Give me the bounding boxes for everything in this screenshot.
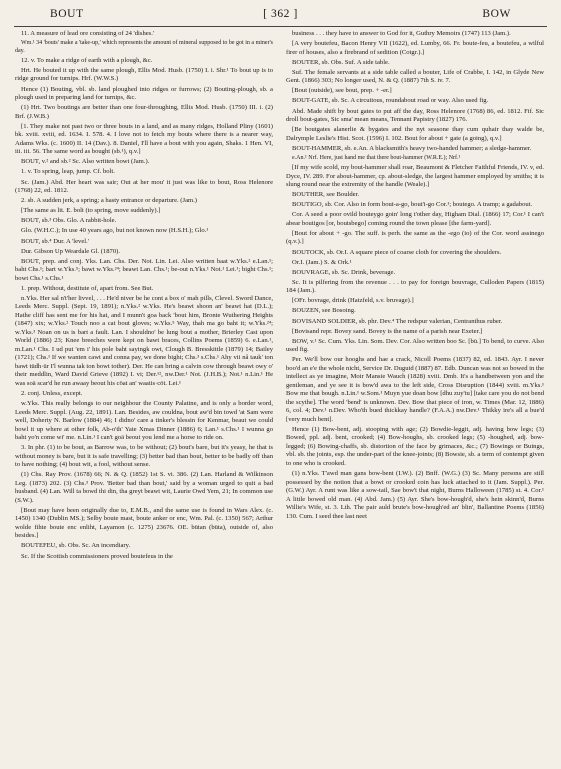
paragraph: [Bout (outside), see bout, prep. + -er.] [292, 87, 392, 95]
paragraph: Suf. The female servants at a side table called a bouter, Life of Crabbe, I. 142, in Glyde New Gent. (1866) 303; No longer used, N. & Q. (1887) 7th S. iv. 7. [286, 68, 544, 85]
paragraph: [Bout may have been originally due to, E.M.B., and the same use is found in Wars Alex. (c. 1450) 1340 (Dublin MS.); Selby boute mast, boute anker or enc, Wm. Pal. (c. 1350) 567; Arthur wolde fihte boute enc enliht, Layamon (c. 1275) 23676. OE. bütan (büta), outside of, also besides.] [15, 506, 273, 540]
paragraph: Cor. A seed a poor ovild bouteygo goin' long t'other day, Higham Dial. (1866) 17; Cor.¹ I can't abear boutigos [or, boutsbego] coming round the town please [the farm-yard]. [286, 211, 544, 227]
paragraph: (1) n.Yks. T'awd man gans bow-bent (I.W.). (2) Bnff. (W.G.) (3) Sc. Many persons are still possessed by the notion that a bowt or crooked coin has luck attached to it (Jam. Suppl.). Per. (G.W.) Ayr. A runt was like a sow-tail, Sae bow't that night, Burns Halloween (1785) st. 4. Cor.¹ A little bowed old man. (4) Abd. Jam.) (5) Ayr. She's bow-hough'd, she's hein skinn'd, Burns Willie's Wife, st. 3. Lth. The pair auld brute's bow-hough'ed an' blin', Ballantine Poems (1856) 130. Cum. I seed thee last neet [286, 470, 544, 520]
paragraph: BOUT-HAMMER, sb. e.An. A blacksmith's heavy two-handed hammer; a sledge-hammer. [292, 144, 532, 152]
paragraph: Glo. (W.H.C.); In use 40 years ago, but not known now (H.S.H.); Glo.¹ [21, 227, 209, 235]
paragraph: Or.I. (Jam.) S. & Ork.¹ [292, 258, 352, 266]
paragraph: [OFr. bovrage, drink (Hatzfeld, s.v. bruvage).] [292, 297, 414, 305]
paragraph: BOUTIGO, sb. Cor. Also in form bout-a-go, bout'i-go Cor.¹; boutego. A tramp; a gadabout. [292, 201, 533, 209]
paragraph: [Bovisand repr. Bovey sand. Bovey is the name of a parish near Exeter.] [292, 327, 483, 335]
paragraph: 12. v. To make a ridge of earth with a plough, &c. [21, 56, 153, 64]
paragraph: 3. In phr. (1) to be bout, as Barrow was, to be without; (2) bout's bare, but it's yeasy, he that is without money is bare, but it is safe travelling; (3) better bad than bout, better to be badly off than to have nothing; (4) bout wit, a fool, without sense. [15, 444, 273, 469]
paragraph: 11. A measure of lead ore consisting of 24 'dishes.' [21, 30, 155, 37]
paragraph: BOUTHER, see Boulder. [292, 191, 360, 199]
paragraph: BOUTER, sb. Obs. Suf. A side table. [292, 58, 390, 66]
paragraph: Wm.¹ 34 'bouts' make a 'take-up,' which represents the amount of mineral supposed to be got in a miner's day. [15, 40, 273, 54]
paragraph: (1) Hrt. Two boutings are better than one four-throughing, Ellis Mod. Husb. (1750) III. i. (2) Brf. (J.W.B.) [15, 104, 273, 120]
right-column [286, 30, 544, 765]
paragraph: 1. v. To spring, leap, jump. Cf. bolt. [21, 168, 115, 176]
paragraph: [If my wife scold, my bout-hammer shall roar, Beaumont & Fletcher Faithful Friends, IV. v, ed. Dyce, IV. 289. For about-hammer, cp. about-sledge, the largest hammer employed by smiths; it is slung round near the extremity of the handle (Weale).] [286, 164, 544, 189]
paragraph: (1) Chs. Ray Prov. (1678) 66; N. & Q. (1852) 1st S. vi. 386. (2) Lan. Harland & Wilkinson Leg. (1873) 202. (3) Chs.³ Prov. 'Better bad than bout,' said by a woman urged to quit a bad husband. (4) Lan. Will ta bowd thi din, tha greyt beawt wit, Laurie Owd Yem, 21; In common use (S.W.). [15, 471, 273, 504]
paragraph: BOUT-GATE, sb. Sc. A circuitous, roundabout road or way. Also used fig. [292, 97, 489, 105]
paragraph: business . . . they have to answer to God for it, Guthry Memoirs (1747) 113 (Jam.). [292, 30, 511, 37]
running-header [14, 8, 547, 24]
paragraph: Hence (1) Bow-bent, adj. stooping with age; (2) Bowdie-leggit, adj. having bow legs; (3) Bowed, ppl. adj. bent, crooked; (4) Bow-houghs, sb. crooked legs; (5) -houghed, adj. bow-legged; (6) Bowing-chaffs, sb. distortion of the face by grimaces, &c.; (7) Bowings or Buings, vbl. sb. the joints, esp. the under-part of the knee-joints; (8) Bowsie, sb. a term of contempt given to one who is crooked. [286, 425, 544, 467]
paragraph: BOUVRAGE, sb. Sc. Drink, beverage. [292, 268, 396, 276]
header-right-word: BOW [482, 8, 511, 20]
page-number: [ 362 ] [263, 8, 298, 20]
header-rule [14, 26, 547, 27]
header-left-word: BOUT [50, 8, 84, 20]
paragraph: BOUT, sb.⁴ Dur. A 'level.' [21, 237, 89, 245]
paragraph: [A very boutefeu, Bacon Henry VII (1622), ed. Lumby, 66. Fr. boute-feu, a boutefeu, a wilful firer of houses, also a firebrand of sedition (Cotgr.).] [286, 40, 544, 56]
paragraph: Sc. (Jam.) Abd. Her heart was sair; Out at her mou' it just was like to bout, Ross Helenore (1768) 22, ed. 1812. [15, 178, 273, 195]
paragraph: Hence (1) Bouting, vbl. sb. land ploughed into ridges or furrows; (2) Bouting-plough, sb. a plough used in preparing land for turnips, &c. [15, 85, 273, 102]
paragraph: Sc. It is pilfering from the revenue . . . to pay for foreign bouvrage, Culloden Papers (1815) 184 (Jam.). [286, 278, 544, 295]
paragraph: Hrt. He bouted it up with the same plough, Ellis Mod. Husb. (1750) I. i. Shr.¹ To bout up is to ridge ground for turnips. Hrf. (W.W.S.) [15, 66, 273, 83]
paragraph: BOUT, prep. and conj. Yks. Lan. Chs. Der. Not. Lin. Lei. Also written baat w.Yks.² e.Lan.¹; baht Chs.¹; bart w.Yks.⁵; bawt w.Yks.²⁴; beawt Lan. Chs.¹; be-out n.Yks.¹ Not.¹ Lei.¹; bight Chs.¹; bowt Chs.¹ s.Chs.¹ [15, 257, 273, 282]
paragraph: BOUT, v.² and sb.² Sc. Also written bowt (Jam.). [21, 158, 150, 166]
left-column [15, 30, 273, 765]
paragraph: 2. sb. A sudden jerk, a spring; a hasty entrance or departure. (Jam.) [21, 197, 197, 205]
paragraph: [The same as lit. E. bolt (to spring, move suddenly).] [21, 207, 161, 215]
paragraph: e.An.¹ Nrf. Here, just hand me that there bout-hammer (W.R.E.); Nrf.¹ [292, 154, 461, 161]
paragraph: BOUZEN, see Bosoing. [292, 307, 356, 315]
paragraph: [Be boutgates alanerlie & bygates and the nyt seasone thay cum quhair thay walde be, Dalrymple Leslie's Hist. Scot. (1596) I. 102. Bout for about + gate (a going), q.v.] [286, 126, 544, 142]
paragraph: Per. We'll bow our hooghs and hae a crack, Nicoll Poems (1837) 82, ed. 1843. Ayr. I never boo'd an e'e the whole nicht, Service Dr. Duguid (1887) 87. Edb. Duncan was not so bowed in the intellect as ye imagine, Moir Mansie Wauch (1828) xviii. Dmb. It's a handbetween yon and the gentleman, and ye see it is bow'd awa to the left side, Cross Disruption (1844) xviii. m.Yks.¹ Bow me that bough. n.Lin.¹ w.Som.¹ Muyn yue doan bow [dhu zuy'tu] [take care you do not bend the scythe]. The word 'bend' is unknown. Dev. Bow that piece of iron, w. Times (Mar. 12, 1886) 6, col. 4; Dev.¹ n.Dev. Who'th bued thickkay handle? (F.A.A.) nw.Dev.¹ Thikky ire's all a bue'd [very much bent]. [286, 356, 544, 423]
paragraph: Dur. Gibson Up Weardale Gl. (1870). [21, 247, 120, 255]
paragraph: Sc. If the Scottish commissioners proved boutefeus in the [21, 552, 173, 560]
paragraph: BOUT, sb.³ Obs. Glo. A rabbit-hole. [21, 217, 117, 225]
paragraph: 1. prep. Without, destitute of, apart from. See But. [21, 284, 154, 292]
paragraph: BOUTOCK, sb. Or.I. A square piece of coarse cloth for covering the shoulders. [292, 248, 502, 256]
paragraph: n.Yks. Her sal n't'her livvel, . . . He'd niver be he cont a box o' mah pills, Clevel. Sword Dance, Leeds Merc. Suppl. (Sept. 19, 1891); n.Yks.² w.Yks. He's beawt shoon an' beawt hat (D.L.); Hathe cliff has sent me for his hat, and I munn't goa back 'bout him, Bronte Wuthering Heights (1847) xix; w.Yks.² Touch noo a cat bout gloves; w.Yks.⁵ Way, thah ma go baht it; w.Yks.²⁴; w.Yks.³ Noan on us is bart a fault. Lan. I shouldno' be lung bout a mother, Brierley Cast upon World (1886) 23; Knee breeches were kept on bawt braces, Collins Poems (1859) 6. e.Lan.¹, m.Lan.¹ Chs. I ud put 'em i' his pole baht sayingk owt, Clough B. Bresskittle (1879) 14; Bailey (1721); Chs.¹ If we wanten cawt and conna pay, we done bight; Chs.³ s.Chs.¹ Ahy vii nâ tauk' ton bawt tüdh·ür I'l wunna tak ton bowt tother). Der. He can bring a calvin cow through beawt owy o' their meddlin, Ward David Grieve (1892) I. vi; Der.¹², nw.Der.¹ Not. (J.H.B.); Not.¹ n.Lin.¹ He was soä scar'd he run awaay beout his cöat an' waaiis·cöt. Lei.¹ [15, 294, 273, 387]
paragraph: Abd. Made shift by bout gates to put aff the day, Ross Helenore (1768) 86, ed. 1812. Fif. Sic droll bout-gates, Sic sma' mean means, Tennant Papistry (1827) 176. [286, 107, 544, 124]
paragraph: 2. conj. Unless, except. [21, 389, 83, 397]
paragraph: [1. They make not past two or three bouts in a land, and as many ridges, Holland Pliny (1601) bk. xviii. xviii, ed. 1634. I. 578. 4. I love not to fetch my bouts where there is a nearer way, Adams Wks. (c. 1600) II. 14 (Dav.). 8. Daniel, I'll have a bout with you again, Shaks. 1 Hen. VI, iii. iii. 56. The same word as bought (sb.¹), q.v.] [15, 122, 273, 156]
paragraph: BOVISAND SOLDIER, sb. phr. Dev.⁴ The redspur valerian, Centranthus ruber. [292, 317, 503, 325]
paragraph: [Bout for about + -go. The suff. is perh. the same as the -ego (io) of the Cor. word assinego (q.v.).] [286, 229, 544, 246]
paragraph: w.Yks. This really belongs to our neighbour the County Palatine, and is only a border word, Leeds Merc. Suppl. (Aug. 22, 1891). Lan. Besides, aw couldna, bout aw'd bin towd 'at Sam were well, Doherty N. Barlow (1884) 46; I didno' care a tinker's blessin for Kenmar, beaut we could bowl it up where at other folk, Ab-o'th' Yate Xmas Dinner (1886) 6; Lan.¹ s.Chs.¹ I wunna go baht yo'n come wi' me. n.Lin.¹ I can't goä beout you lend me a horse to ride on. [15, 400, 273, 442]
paragraph: BOW, v.¹ Sc. Cum. Yks. Lin. Som. Dev. Cor. Also written boo Sc. [bū.] To bend, to curve. Also used fig. [286, 337, 544, 354]
paragraph: BOUTEFEU, sb. Obs. Sc. An incendiary. [21, 542, 131, 550]
